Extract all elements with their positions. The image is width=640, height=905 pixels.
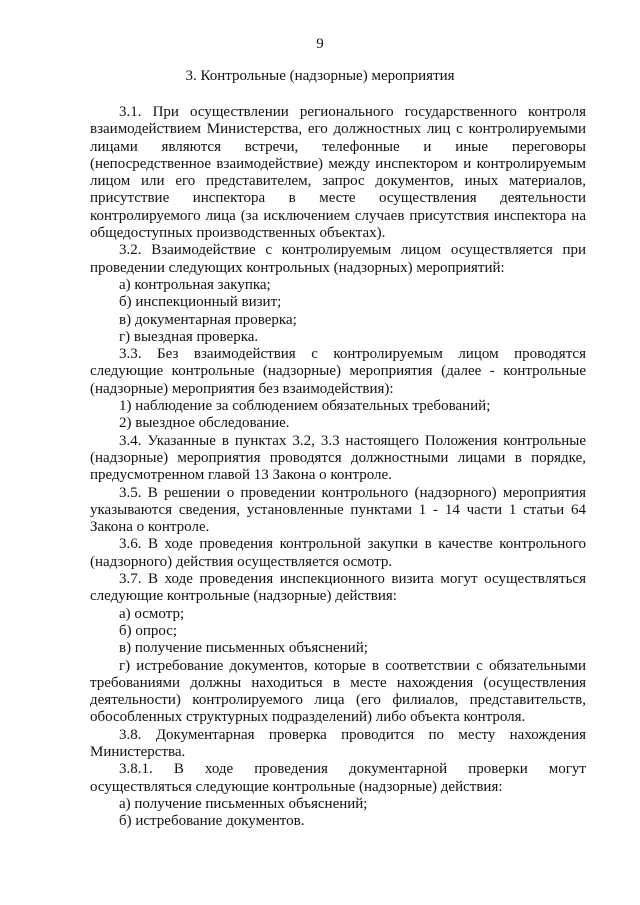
paragraph-3-1: 3.1. При осуществлении регионального государственного контроля взаимодействием Министерства, его должностных лиц с контролируемыми лицами являются встречи, телефонные и иные переговоры (непосредственное взаимодействие) между инспектором и контролируемым лицом или его представителем, запрос документов, иных материалов, присутствие инспектора в месте осуществления деятельности контролируемого лица (за исключением случаев присутствия инспектора на общедоступных производственных объектах). bbox=[90, 104, 586, 242]
document-body bbox=[90, 104, 586, 830]
paragraph-3-7-g: г) истребование документов, которые в соответствии с обязательными требованиями должны находиться в месте нахождения (осуществления деятельности) контролируемого лица (его филиалов, представительств, обособленных структурных подразделений) либо объекта контроля. bbox=[90, 657, 586, 726]
section-title: 3. Контрольные (надзорные) мероприятия bbox=[185, 68, 455, 84]
list-item: 1) наблюдение за соблюдением обязательных требований; bbox=[119, 398, 491, 415]
paragraph-3-8-1: 3.8.1. В ходе проведения документарной проверки могут осуществляться следующие контрольные (надзорные) действия: bbox=[90, 761, 586, 795]
paragraph-3-4: 3.4. Указанные в пунктах 3.2, 3.3 настоящего Положения контрольные (надзорные) мероприятия проводятся должностными лицами в порядке, предусмотренном главой 13 Закона о контроле. bbox=[90, 432, 586, 484]
paragraph-3-3: 3.3. Без взаимодействия с контролируемым лицом проводятся следующие контрольные (надзорные) мероприятия (далее - контрольные (надзорные) мероприятия без взаимодействия): bbox=[90, 346, 586, 397]
paragraph-3-5: 3.5. В решении о проведении контрольного (надзорного) мероприятия указываются сведения, установленные пунктами 1 - 14 части 1 статьи 64 Закона о контроле. bbox=[90, 484, 586, 536]
list-item: а) осмотр; bbox=[119, 605, 185, 622]
list-item: б) истребование документов. bbox=[119, 813, 305, 830]
paragraph-3-8: 3.8. Документарная проверка проводится по месту нахождения Министерства. bbox=[90, 726, 586, 760]
list-item: б) инспекционный визит; bbox=[119, 294, 282, 311]
list-item: г) выездная проверка. bbox=[119, 328, 259, 345]
list-item: б) опрос; bbox=[119, 622, 178, 639]
list-item: в) документарная проверка; bbox=[119, 311, 297, 328]
paragraph-3-7: 3.7. В ходе проведения инспекционного визита могут осуществляться следующие контрольные (надзорные) действия: bbox=[90, 571, 586, 605]
paragraph-3-6: 3.6. В ходе проведения контрольной закупки в качестве контрольного (надзорного) действия осуществляется осмотр. bbox=[90, 536, 586, 570]
list-item: 2) выездное обследование. bbox=[119, 415, 290, 432]
list-item: в) получение письменных объяснений; bbox=[119, 640, 368, 657]
list-item: а) контрольная закупка; bbox=[119, 276, 271, 293]
list-item: а) получение письменных объяснений; bbox=[119, 795, 368, 812]
paragraph-3-2: 3.2. Взаимодействие с контролируемым лицом осуществляется при проведении следующих контрольных (надзорных) мероприятий: bbox=[90, 242, 586, 276]
page-number: 9 bbox=[316, 36, 324, 52]
